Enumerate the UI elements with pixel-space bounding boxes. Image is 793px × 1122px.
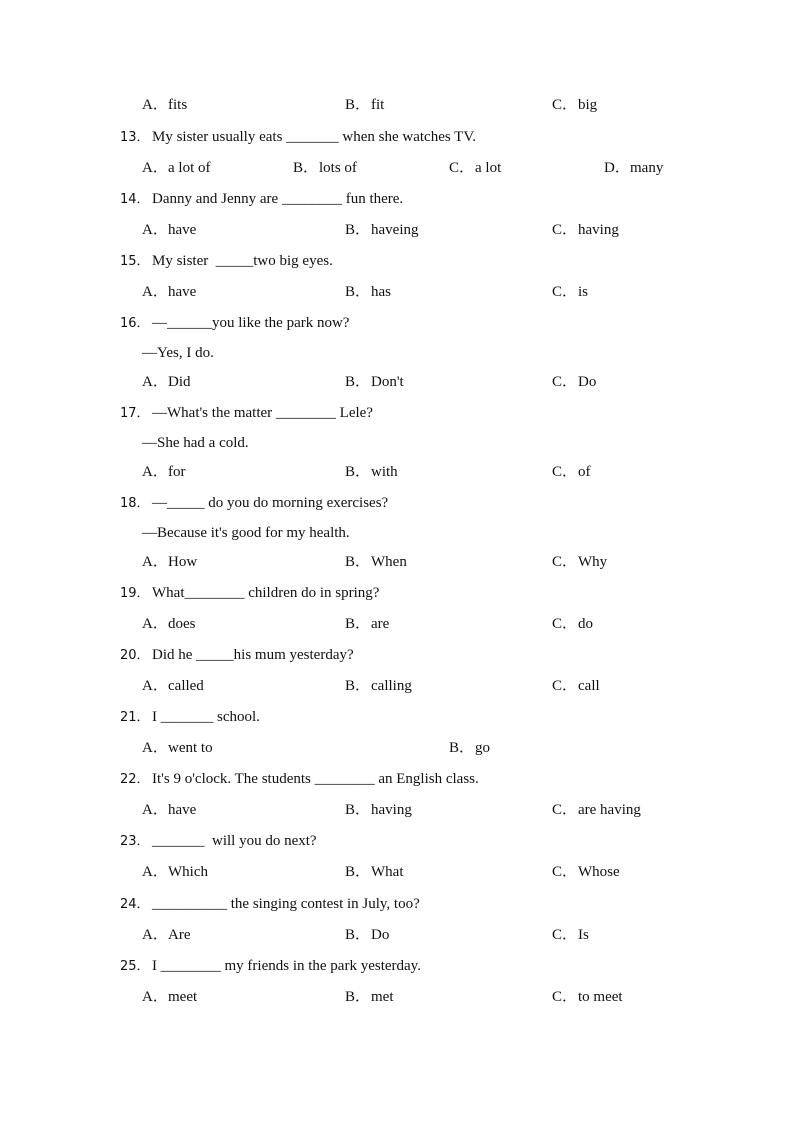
option-text: are (371, 616, 390, 632)
question-text: —_____ do you do morning exercises? (152, 495, 389, 511)
option-text: for (168, 464, 186, 480)
option-text: many (630, 160, 664, 176)
option-a[interactable] (142, 159, 211, 177)
option-a[interactable] (142, 463, 186, 481)
option-text: Which (168, 864, 208, 880)
option-c[interactable] (552, 553, 607, 571)
option-text: Don't (371, 374, 404, 390)
option-text: has (371, 284, 391, 300)
option-b[interactable] (345, 801, 412, 819)
option-letter: A． (142, 740, 168, 756)
option-c[interactable] (552, 988, 623, 1006)
option-letter: C． (552, 464, 578, 480)
option-text: big (578, 97, 598, 113)
option-letter: C． (552, 927, 578, 943)
option-text: have (168, 222, 197, 238)
question-number: 25． (120, 959, 150, 974)
option-b[interactable] (449, 739, 490, 757)
option-text: a lot of (168, 160, 211, 176)
option-letter: B． (345, 554, 371, 570)
option-a[interactable] (142, 926, 191, 944)
question-text: Danny and Jenny are ________ fun there. (152, 191, 404, 207)
option-b[interactable] (345, 615, 389, 633)
option-text: go (475, 740, 490, 756)
option-letter: B． (345, 989, 371, 1005)
option-text: meet (168, 989, 198, 1005)
option-letter: B． (345, 802, 371, 818)
option-b[interactable] (345, 283, 391, 301)
option-text: of (578, 464, 591, 480)
option-letter: B． (293, 160, 319, 176)
question-number: 20． (120, 648, 150, 663)
option-letter: B． (345, 927, 371, 943)
question-number: 18． (120, 496, 150, 511)
question-number: 16． (120, 316, 150, 331)
option-letter: B． (345, 864, 371, 880)
option-b[interactable] (345, 926, 389, 944)
dialogue-text: —Because it's good for my health. (142, 525, 350, 541)
option-text: haveing (371, 222, 419, 238)
question-text: _______ will you do next? (152, 833, 317, 849)
dialogue-text: —She had a cold. (142, 435, 249, 451)
option-letter: C． (552, 864, 578, 880)
option-text: Why (578, 554, 608, 570)
option-b[interactable] (293, 159, 357, 177)
question-number: 23． (120, 834, 150, 849)
option-text: having (578, 222, 619, 238)
option-text: Whose (578, 864, 620, 880)
option-letter: A． (142, 464, 168, 480)
option-c[interactable] (552, 926, 589, 944)
option-letter: A． (142, 160, 168, 176)
option-letter: A． (142, 616, 168, 632)
option-letter: A． (142, 374, 168, 390)
question-text: I _______ school. (152, 709, 260, 725)
option-d[interactable] (604, 159, 663, 177)
option-text: What (371, 864, 404, 880)
option-text: have (168, 802, 197, 818)
option-a[interactable] (142, 221, 196, 239)
option-letter: C． (552, 554, 578, 570)
option-a[interactable] (142, 677, 204, 695)
question-number: 22． (120, 772, 150, 787)
option-b[interactable] (345, 373, 404, 391)
option-text: Do (371, 927, 390, 943)
option-c[interactable] (552, 463, 591, 481)
option-text: does (168, 616, 196, 632)
option-a[interactable] (142, 373, 191, 391)
option-letter: B． (345, 97, 371, 113)
question-number: 24． (120, 897, 150, 912)
option-letter: A． (142, 97, 168, 113)
option-text: When (371, 554, 407, 570)
option-letter: B． (449, 740, 475, 756)
option-letter: C． (552, 678, 578, 694)
option-letter: A． (142, 802, 168, 818)
option-c[interactable] (552, 221, 619, 239)
option-text: Do (578, 374, 597, 390)
option-text: with (371, 464, 398, 480)
option-letter: C． (552, 802, 578, 818)
option-letter: B． (345, 678, 371, 694)
option-text: Is (578, 927, 589, 943)
option-letter: C． (552, 989, 578, 1005)
option-text: call (578, 678, 600, 694)
question-number: 21． (120, 710, 150, 725)
question-number: 15． (120, 254, 150, 269)
option-letter: A． (142, 222, 168, 238)
option-letter: C． (449, 160, 475, 176)
question-text: __________ the singing contest in July, too? (152, 896, 420, 912)
question-text: Did he _____his mum yesterday? (152, 647, 354, 663)
option-text: fits (168, 97, 188, 113)
option-b[interactable] (345, 988, 394, 1006)
option-letter: B． (345, 616, 371, 632)
option-c[interactable] (552, 677, 600, 695)
option-a[interactable] (142, 283, 196, 301)
question-number: 17． (120, 406, 150, 421)
option-text: lots of (319, 160, 357, 176)
option-letter: C． (552, 222, 578, 238)
option-c[interactable] (449, 159, 501, 177)
option-letter: A． (142, 927, 168, 943)
question-text: My sister usually eats _______ when she watches TV. (152, 129, 476, 145)
option-text: to meet (578, 989, 623, 1005)
option-letter: C． (552, 97, 578, 113)
option-a[interactable] (142, 801, 196, 819)
option-c[interactable] (552, 283, 588, 301)
option-b[interactable] (345, 221, 418, 239)
question-text: —______you like the park now? (152, 315, 350, 331)
option-b[interactable] (345, 863, 403, 881)
option-letter: A． (142, 554, 168, 570)
option-text: called (168, 678, 204, 694)
dialogue-text: —Yes, I do. (142, 345, 214, 361)
option-letter: C． (552, 284, 578, 300)
option-text: Did (168, 374, 191, 390)
option-b[interactable] (345, 96, 384, 114)
option-text: calling (371, 678, 412, 694)
question-text: What________ children do in spring? (152, 585, 380, 601)
option-letter: C． (552, 616, 578, 632)
option-c[interactable] (552, 615, 593, 633)
option-text: fit (371, 97, 385, 113)
option-letter: B． (345, 464, 371, 480)
option-letter: C． (552, 374, 578, 390)
option-text: have (168, 284, 197, 300)
question-text: It's 9 o'clock. The students ________ an English class. (152, 771, 479, 787)
option-c[interactable] (552, 863, 620, 881)
option-text: met (371, 989, 394, 1005)
option-text: is (578, 284, 589, 300)
question-number: 14． (120, 192, 150, 207)
option-c[interactable] (552, 373, 596, 391)
question-number: 19． (120, 586, 150, 601)
option-a[interactable] (142, 988, 197, 1006)
option-text: went to (168, 740, 213, 756)
option-b[interactable] (345, 463, 398, 481)
question-text: I ________ my friends in the park yesterday. (152, 958, 421, 974)
option-text: are having (578, 802, 641, 818)
option-c[interactable] (552, 96, 597, 114)
option-letter: B． (345, 222, 371, 238)
question-text: My sister _____two big eyes. (152, 253, 333, 269)
option-letter: A． (142, 989, 168, 1005)
option-text: having (371, 802, 412, 818)
option-text: Are (168, 927, 191, 943)
option-text: How (168, 554, 198, 570)
option-letter: B． (345, 284, 371, 300)
option-a[interactable] (142, 553, 197, 571)
option-a[interactable] (142, 863, 208, 881)
option-a[interactable] (142, 615, 196, 633)
option-letter: A． (142, 284, 168, 300)
option-b[interactable] (345, 553, 407, 571)
option-text: do (578, 616, 593, 632)
option-c[interactable] (552, 801, 641, 819)
option-letter: A． (142, 864, 168, 880)
option-text: a lot (475, 160, 502, 176)
option-letter: B． (345, 374, 371, 390)
question-number: 13． (120, 130, 150, 145)
option-a[interactable] (142, 739, 213, 757)
question-text: —What's the matter ________ Lele? (152, 405, 373, 421)
option-letter: A． (142, 678, 168, 694)
option-letter: D． (604, 160, 630, 176)
option-a[interactable] (142, 96, 187, 114)
option-b[interactable] (345, 677, 412, 695)
